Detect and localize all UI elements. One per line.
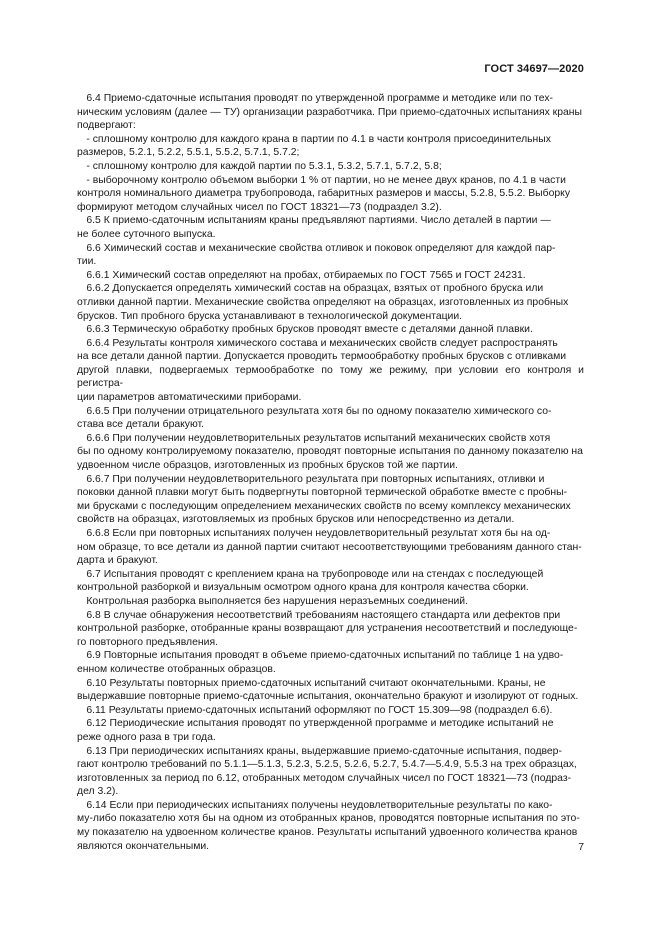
clause-6-7-note: Контрольная разборка выполняется без нарушения неразъемных соединений. <box>86 595 468 607</box>
clause-6-6-6: 6.6.6 При получении неудовлетворительных результатов испытаний механических свойств хотя бы по одному контролируемому показателю, проводят повторные испытания по данному показателю на удвоенном числе образцов, изготовленных из пробных брусков той же партии. <box>77 432 583 472</box>
clause-6-11: 6.11 Результаты приемо-сдаточных испытаний оформляют по ГОСТ 15.309—98 (подраздел 6.6). <box>86 704 553 716</box>
list-item-continuous-control-batch: - сплошному контролю для каждой партии по 5.3.1, 5.3.2, 5.7.1, 5.7.2, 5.8; <box>86 160 442 172</box>
clause-6-6-5: 6.6.5 При получении отрицательного результата хотя бы по одному показателю химического со- става все детали бракуют. <box>77 405 552 431</box>
clause-6-8: 6.8 В случае обнаружения несоответствий требованиям настоящего стандарта или дефектов при контрольной разборке, отобранные краны возвращают для устранения несоответствий и последующе- го повторного предъявления. <box>77 609 578 648</box>
clause-6-4: 6.4 Приемо-сдаточные испытания проводят по утвержденной программе и методике или по тех- ническим условиям (далее — ТУ) организации разработчика. При приемо-сдаточных испытаниях краны подвергают: <box>77 93 582 132</box>
clause-6-12: 6.12 Периодические испытания проводят по утвержденной программе и методике испытаний не реже одного раза в три года. <box>77 718 554 743</box>
document-header-id: ГОСТ 34697—2020 <box>484 63 584 75</box>
clause-6-9: 6.9 Повторные испытания проводят в объеме приемо-сдаточных испытаний по таблице 1 на удво- енном количестве отобранных образцов. <box>77 650 564 675</box>
clause-6-6-8: 6.6.8 Если при повторных испытаниях получен неудовлетворительный результат хотя бы на од- ном образце, то все детали из данной партии считают несоответствующими требованиям данного стан- дарта и бракуют. <box>77 528 582 567</box>
clause-6-6-7: 6.6.7 При получении неудовлетворительного результата при повторных испытаниях, отливки и поковки данной плавки могут быть подвергнуты повторной термической обработке вместе с пробны- ми брусками с последующим определением механических свойств по всему комплексу механических свойств на образцах, изготовляемых из пробных брусков или непосредственно из детали. <box>77 473 571 526</box>
clause-6-6-3: 6.6.3 Термическую обработку пробных брусков проводят вместе с деталями данной плавки. <box>86 324 533 336</box>
clause-6-5: 6.5 К приемо-сдаточным испытаниям краны предъявляют партиями. Число деталей в партии — не более суточного выпуска. <box>77 215 551 240</box>
list-item-continuous-control-crane: - сплошному контролю для каждого крана в партии по 4.1 в части контроля присоединительных размеров, 5.2.1, 5.2.2, 5.5.1, 5.5.2, 5.7.1, 5.7.2; <box>77 133 551 159</box>
clause-6-6-1: 6.6.1 Химический состав определяют на пробах, отбираемых по ГОСТ 7565 и ГОСТ 24231. <box>86 269 526 281</box>
clause-6-6-2: 6.6.2 Допускается определять химический состав на образцах, взятых от пробного бруска или отливки данной партии. Механические свойства определяют на образцах, изготовленных из пробных брусков. Тип пробного бруска устанавливают в технологической документации. <box>77 283 569 322</box>
clause-6-6-4: 6.6.4 Результаты контроля химического состава и механических свойств следует распространять на все детали данной партии. Допускается проводить термообработку пробных брусков с отливками другой плавки, подвергаемых термообработке по тому же режиму, при условии его контроля и регистра- ции параметров автоматическими приборами. <box>77 337 584 404</box>
clause-6-10: 6.10 Результаты повторных приемо-сдаточных испытаний считают окончательными. Краны, не выдержавшие повторные приемо-сдаточные испытания, окончательно бракуют и изолируют от годных. <box>77 677 579 703</box>
clause-6-6: 6.6 Химический состав и механические свойства отливок и поковок определяют для каждой пар- тии. <box>77 242 556 268</box>
document-body <box>77 92 584 853</box>
clause-6-14: 6.14 Если при периодических испытаниях получены неудовлетворительные результаты по како- му-либо показателю хотя бы на одном из отобранных кранов, проводятся повторные испытания по это- му показателю на удвоенном количестве кранов. Результаты испытаний удвоенного количества кранов являются окончательными. <box>77 799 580 852</box>
list-item-sample-control: - выборочному контролю объемом выборки 1 % от партии, но не менее двух кранов, по 4.1 в части контроля номинального диаметра трубопровода, габаритных размеров и массы, 5.2.8, 5.5.2. Выборку формируют методом случайных чисел по ГОСТ 18321—73 (подраздел 3.2). <box>77 174 571 213</box>
clause-6-7: 6.7 Испытания проводят с креплением крана на трубопроводе или на стендах с последующей контрольной разборкой и визуальным осмотром одного крана для контроля качества сборки. <box>77 568 544 594</box>
clause-6-13: 6.13 При периодических испытаниях краны, выдержавшие приемо-сдаточные испытания, подвер- гают контролю требований по 5.1.1—5.1.3, 5.2.3, 5.2.5, 5.2.6, 5.2.7, 5.4.7—5.4.9, 5.5.3 на трех образцах, изготовленных за период по 6.12, отобранных методом случайных чисел по ГОСТ 18321—73 (подраз- дел 3.2). <box>77 745 577 798</box>
page-number: 7 <box>578 842 584 853</box>
